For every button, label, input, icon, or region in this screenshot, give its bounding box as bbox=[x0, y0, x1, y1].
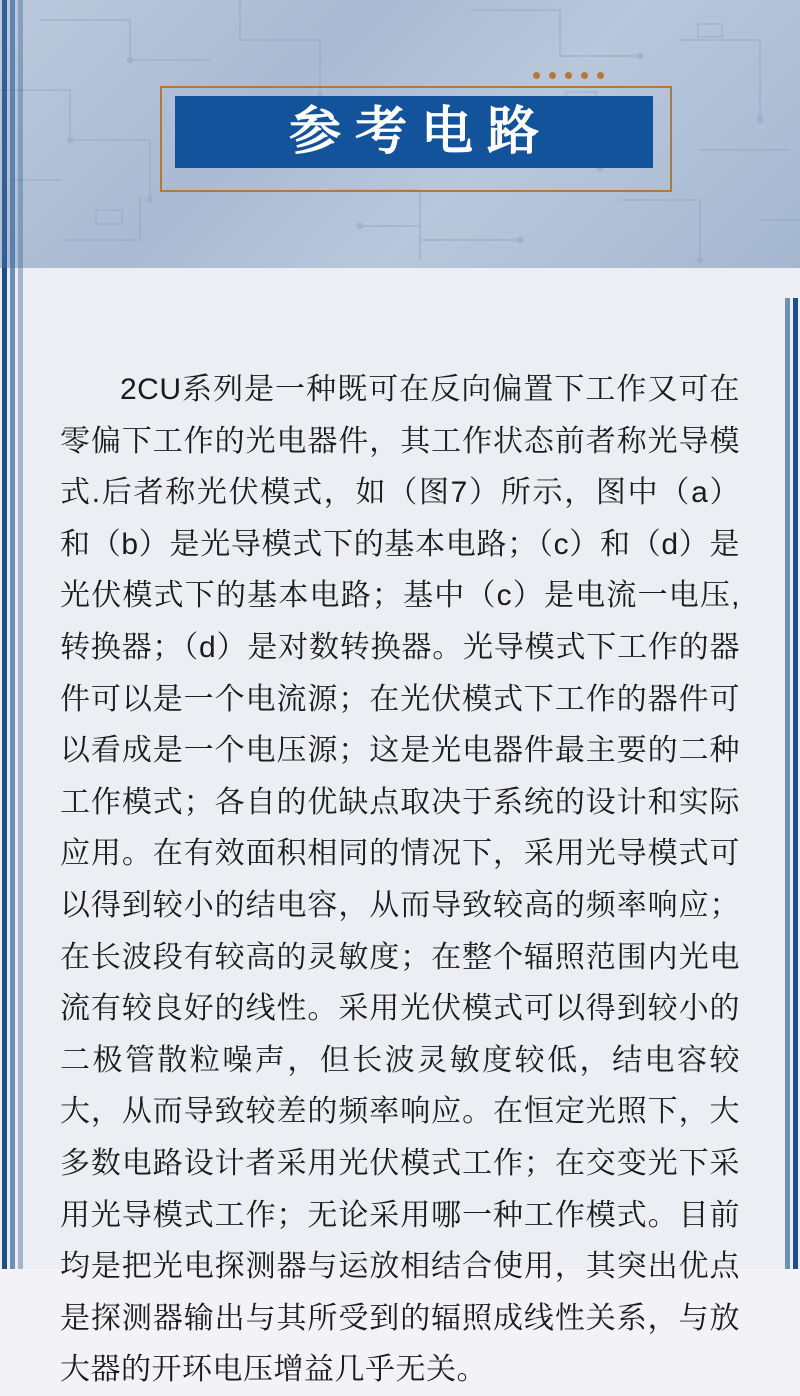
right-accent-rail bbox=[780, 298, 800, 1269]
rail-bar bbox=[2, 298, 7, 1269]
content-area bbox=[0, 298, 800, 1387]
left-accent-rail bbox=[0, 298, 26, 1269]
separator-bar bbox=[2, 268, 7, 298]
header-banner bbox=[0, 0, 800, 268]
separator-bar bbox=[18, 268, 23, 298]
page-title: 参考电路 bbox=[288, 103, 553, 161]
decor-dot bbox=[581, 72, 588, 79]
decor-dot bbox=[597, 72, 604, 79]
body-paragraph: 2CU系列是一种既可在反向偏置下工作又可在零偏下工作的光电器件，其工作状态前者称光导模式.后者称光伏模式，如（图7）所示，图中（a）和（b）是光导模式下的基本电路；（c）和（d）是光伏模式下的基本电路；基中（c）是电流一电压,转换器；（d）是对数转换器。光导模式下工作的器件可以是一个电流源；在光伏模式下工作的器件可以看成是一个电压源；这是光电器件最主要的二种工作模式；各自的优缺点取决于系统的设计和实际应用。在有效面积相同的情况下，采用光导模式可以得到较小的结电容，从而导致较高的频率响应；在长波段有较高的灵敏度；在整个辐照范围内光电流有较良好的线性。采用光伏模式可以得到较小的二极管散粒噪声，但长波灵敏度较低，结电容较大，从而导致较差的频率响应。在恒定光照下，大多数电路设计者采用光伏模式工作；在交变光下采用光导模式工作；无论采用哪一种工作模式。目前均是把光电探测器与运放相结合使用，其突出优点是探测器输出与其所受到的辐照成线性关系，与放大器的开环电压增益几乎无关。 bbox=[60, 373, 740, 1387]
rail-bar bbox=[793, 298, 798, 1269]
decor-dot bbox=[533, 72, 540, 79]
header-left-accent-bars bbox=[0, 0, 26, 268]
rail-bar bbox=[10, 298, 15, 1269]
decor-dots bbox=[533, 72, 604, 79]
title-box bbox=[175, 96, 653, 168]
decor-dot bbox=[565, 72, 572, 79]
rail-bar bbox=[18, 298, 23, 1269]
section-separator bbox=[0, 268, 800, 298]
rail-bar bbox=[785, 298, 790, 1269]
separator-bar bbox=[10, 268, 15, 298]
decor-dot bbox=[549, 72, 556, 79]
